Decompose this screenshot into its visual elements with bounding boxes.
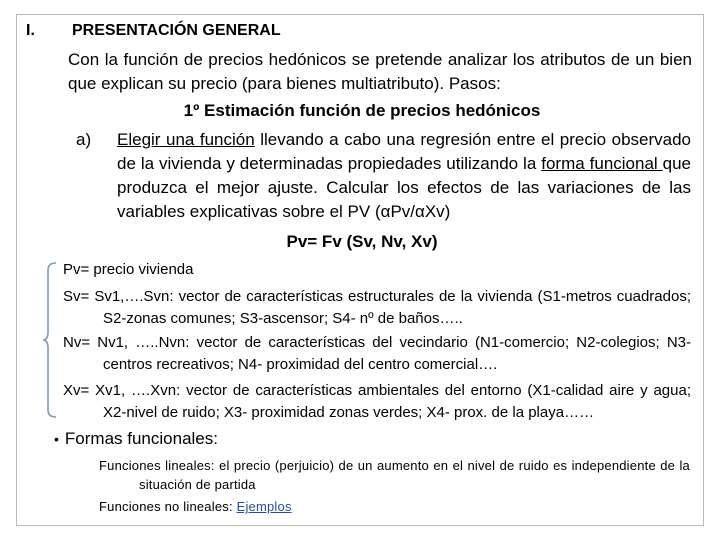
- item-a-text-1: llevando a cabo una regresión entre el precio observado de la vivienda y determinadas propiedades utilizando la: [117, 130, 691, 173]
- bullet-icon: •: [54, 431, 59, 447]
- formula: Pv= Fv (Sv, Nv, Xv): [286, 232, 438, 251]
- formas-heading: [54, 429, 218, 449]
- variable-sv: Sv= Sv1,….Svn: vector de características estructurales de la vivienda (S1-metros cuadrados; S2-zonas comunes; S3-ascensor; S4- nº de baños…..: [63, 288, 691, 327]
- section-title: PRESENTACIÓN GENERAL: [72, 22, 281, 39]
- underlined-elegir: Elegir una función: [117, 130, 255, 149]
- no-lineales-text: Funciones no lineales:: [99, 499, 237, 514]
- variable-xv: Xv= Xv1, ….Xvn: vector de características ambientales del entorno (X1-calidad aire y agua; X2-nivel de ruido; X3- proximidad zonas verdes; X4- prox. de la playa……: [63, 382, 691, 421]
- list-marker-a: a): [76, 130, 92, 149]
- variable-pv: Pv= precio vivienda: [63, 261, 194, 278]
- variable-nv: Nv= Nv1, …..Nvn: vector de características del vecindario (N1-comercio; N2-colegios; N3-centros recreativos; N4- proximidad del centro comercial….: [63, 334, 691, 373]
- funciones-no-lineales: [99, 499, 292, 514]
- left-brace-icon: [42, 262, 58, 418]
- formas-heading-text: Formas funcionales:: [64, 429, 218, 448]
- ejemplos-link[interactable]: Ejemplos: [236, 499, 292, 514]
- item-a-paragraph: [117, 128, 691, 224]
- underlined-forma-funcional: forma funcional: [541, 154, 663, 173]
- section-number: I.: [26, 22, 35, 39]
- step-title: 1º Estimación función de precios hedónicos: [183, 101, 541, 120]
- funciones-lineales: Funciones lineales: el precio (perjuicio) de un aumento en el nivel de ruido es independiente de la situación de partida: [99, 458, 690, 492]
- item-a-text-2: que produzca el mejor ajuste. Calcular los efectos de las variaciones de las variables explicativas sobre el PV (αPv/αXv): [117, 154, 692, 221]
- intro-paragraph: Con la función de precios hedónicos se pretende analizar los atributos de un bien que explican su precio (para bienes multiatributo). Pasos:: [68, 50, 692, 93]
